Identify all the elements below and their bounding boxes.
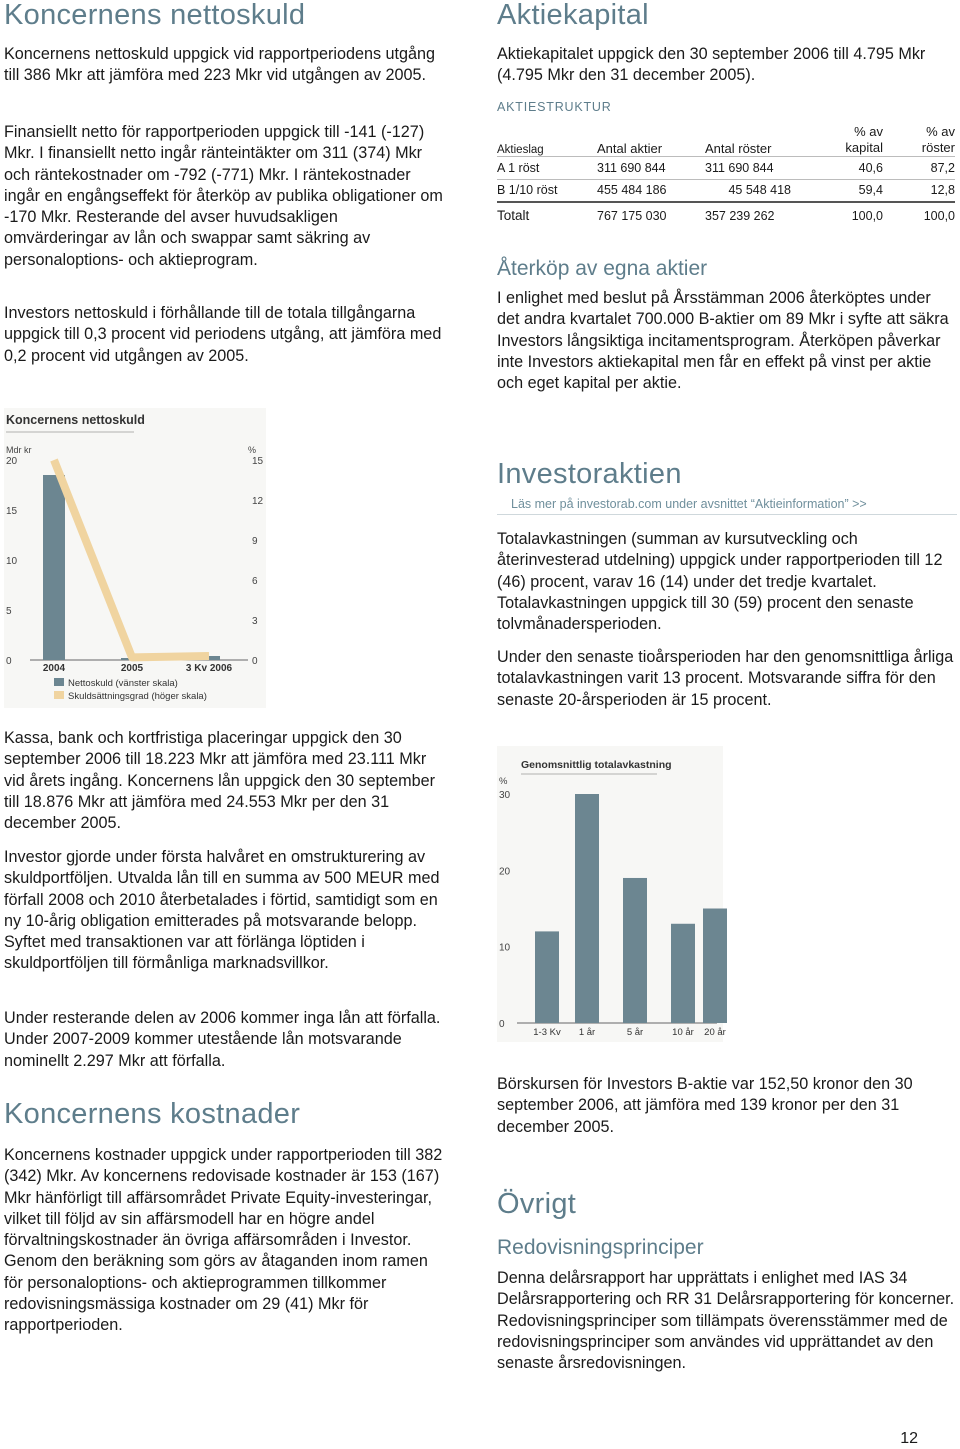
cell-antal-aktier: 311 690 844: [597, 160, 666, 175]
chart-totalavkastning: [497, 746, 726, 1042]
chart-title: Koncernens nettoskuld: [6, 413, 145, 427]
heading-nettoskuld: Koncernens nettoskuld: [4, 0, 306, 31]
y-tick-label: 10: [6, 556, 18, 567]
y-tick-label: 10: [499, 942, 511, 954]
paragraph-skuldportfolj: Investor gjorde under första halvåret en omstrukturering av skuldportföljen. Utvalda lån till en summa av 500 MEUR med förfall 2008 och 2010 återbetalades i förtid, samtidigt som en ny 10-årig obligation emitterades på motsvarande belopp. Syftet med transaktionen var att förlänga löptiden i skuldportföljen till förmånliga marknadsvillkor.: [4, 848, 440, 973]
cell-aktieslag: A 1 röst: [497, 160, 540, 175]
heading-aktiekapital: Aktiekapital: [497, 0, 649, 31]
cell-antal-aktier: 455 484 186: [597, 183, 667, 198]
chart-totalavkastning-svg: [497, 746, 726, 1042]
paragraph-totalavkastning: Totalavkastningen (summan av kursutveckling och återinvesterad utdelning) uppgick under rapportperioden till 12 (46) procent, varav 16 (14) under det tredje kvartalet. Totalavkastningen uppgick till 30 (59) procent den senaste tolvmånadersperioden.: [497, 530, 943, 634]
y-tick-label: 20: [6, 456, 18, 467]
chart-title: Genomsnittlig totalavkastning: [521, 759, 672, 771]
x-tick-label: 3 Kv 2006: [185, 663, 233, 674]
cell-totalt-label: Totalt: [497, 208, 530, 223]
bar-nettoskuld: [43, 475, 65, 660]
cell-procent-roster: 12,8: [930, 183, 955, 198]
paragraph-aktiekapital: Aktiekapitalet uppgick den 30 september 2006 till 4.795 Mkr (4.795 Mkr den 31 december 2005).: [497, 45, 926, 85]
x-tick-label: 2004: [42, 663, 66, 674]
y-tick-label: 0: [6, 656, 12, 667]
y-tick-label: 30: [499, 790, 511, 801]
bar-totalavkastning: [575, 794, 599, 1023]
divider: [497, 514, 957, 515]
heading-ovrigt: Övrigt: [497, 1188, 577, 1220]
cell-antal-roster: 311 690 844: [705, 160, 774, 175]
heading-redovisningsprinciper: Redovisningsprinciper: [497, 1236, 704, 1259]
table-row: [497, 156, 955, 179]
paragraph-kassa-bank: Kassa, bank och kortfristiga placeringar uppgick den 30 september 2006 till 18.223 Mkr att jämföra med 23.111 Mkr vid årets ingång. Koncernens lån uppgick den 30 september till 18.876 Mkr att jämföra med 24.553 Mkr per den 31 december 2005.: [4, 729, 436, 833]
header-procent-roster: % av röster: [921, 123, 955, 155]
cell-aktieslag: B 1/10 röst: [497, 183, 558, 198]
legend-swatch-skuldsattningsgrad: [54, 691, 64, 699]
table-total-row: [497, 202, 955, 228]
header-antal-roster: Antal röster: [705, 140, 772, 156]
header-aktieslag: Aktieslag: [497, 143, 544, 156]
table-row: [497, 179, 955, 202]
x-tick-label: 2005: [120, 663, 144, 674]
paragraph-nettoskuld-andel: Investors nettoskuld i förhållande till de totala tillgångarna uppgick till 0,3 procent vid periodens utgång, att jämföra med 0,2 procent vid utgången av 2005.: [4, 304, 442, 365]
paragraph-tioarsperiod: Under den senaste tioårsperioden har den genomsnittliga årliga totalavkastningen varit 13 procent. Motsvarande siffra för den senaste 20-årsperioden är 15 procent.: [497, 648, 954, 709]
link-aktieinformation[interactable]: Läs mer på investorab.com under avsnittet “Aktieinformation” >>: [511, 497, 867, 511]
x-tick-label: 10 år: [672, 1027, 694, 1038]
page-number: 12: [900, 1430, 918, 1447]
bar-totalavkastning: [703, 909, 727, 1024]
cell-procent-kapital: 40,6: [858, 160, 883, 175]
bar-totalavkastning: [535, 931, 559, 1023]
paragraph-forfall: Under resterande delen av 2006 kommer inga lån att förfalla. Under 2007-2009 kommer utestående lån motsvarande nominellt 2.297 Mkr att förfalla.: [4, 1009, 441, 1070]
y-tick-label: 20: [499, 866, 511, 878]
heading-kostnader: Koncernens kostnader: [4, 1098, 301, 1130]
paragraph-kostnader: Koncernens kostnader uppgick under rapportperioden till 382 (342) Mkr. Av koncernens redovisade kostnader är 153 (167) Mkr hänförligt till affärsområdet Private Equity-investeringar, vilket till följd av sin affärsmodell har en högre andel förvaltningskostnader än övriga affärsområden i Investor. Genom den beräkning som görs av åtaganden inom ramen för personaloptions- och aktieprogrammen tillkommer redovisningsmässiga kostnader om 29 (41) Mkr för rapportperioden.: [4, 1146, 443, 1335]
heading-investoraktien: Investoraktien: [497, 458, 682, 490]
cell-totalt-procent-roster: 100,0: [923, 208, 955, 223]
y-tick-label: 15: [6, 506, 18, 517]
cell-antal-roster: 45 548 418: [728, 183, 791, 198]
x-tick-label: 1 år: [578, 1027, 596, 1038]
legend-label-nettoskuld: Nettoskuld (vänster skala): [68, 678, 178, 689]
chart-nettoskuld-svg: [4, 408, 266, 708]
y-tick-label: 5: [6, 606, 12, 617]
y2-tick-label: 12: [252, 496, 264, 507]
line-skuldsattningsgrad: [54, 460, 209, 657]
paragraph-borskurs: Börskursen för Investors B-aktie var 152,50 kronor den 30 september 2006, att jämföra med 139 kronor per den 31 december 2005.: [497, 1075, 913, 1136]
bar-totalavkastning: [671, 924, 695, 1023]
cell-totalt-kapital: 100,0: [851, 208, 883, 223]
header-antal-aktier: Antal aktier: [597, 140, 663, 156]
y-axis-label: %: [499, 776, 508, 787]
paragraph-finansiellt-netto: Finansiellt netto för rapportperioden uppgick till -141 (-127) Mkr. I finansiellt netto ingår ränteintäkter om 311 (374) Mkr och räntekostnader om -792 (-771) Mkr. I räntekostnader ingår en engångseffekt för återköp av publika obligationer om -170 Mkr. Resterande del avser huvudsakligen omvärderingar av lån och swappar samt säkring av personaloptions- och aktieprogram.: [4, 123, 443, 269]
y2-tick-label: 15: [252, 456, 264, 467]
paragraph-redovisningsprinciper: Denna delårsrapport har upprättats i enlighet med IAS 34 Delårsrapportering och RR 31 Delårsrapportering för koncerner. Redovisningsprinciper som tillämpats överensstämmer med de redovisningsprinciper som användes vid upprättandet av den senaste årsredovisningen.: [497, 1269, 955, 1373]
heading-aterkop: Återköp av egna aktier: [497, 257, 708, 280]
y2-axis-label: %: [248, 445, 257, 455]
cell-totalt-aktier: 767 175 030: [597, 208, 667, 223]
y2-tick-label: 3: [252, 616, 258, 627]
x-tick-label: 20 år: [704, 1027, 726, 1038]
legend-swatch-nettoskuld: [54, 678, 64, 686]
legend-label-skuldsattningsgrad: Skuldsättningsgrad (höger skala): [68, 691, 207, 702]
table-title: AKTIESTRUKTUR: [497, 100, 612, 114]
x-tick-label: 5 år: [626, 1027, 644, 1038]
y-axis-label: Mdr kr: [6, 445, 32, 455]
x-tick-label: 1-3 Kv: [533, 1027, 561, 1038]
header-procent-kapital: % av kapital: [845, 123, 883, 155]
y-tick-label: 0: [499, 1019, 505, 1030]
paragraph-aterkop: I enlighet med beslut på Årsstämman 2006 återköptes under det andra kvartalet 700.000 B-aktier om 89 Mkr i syfte att säkra Investors långsiktiga incitamentsprogram. Återköpen påverkar inte Investors aktiekapital men får en effekt på vinst per aktie och eget kapital per aktie.: [497, 289, 949, 393]
paragraph-nettoskuld-1: Koncernens nettoskuld uppgick vid rapportperiodens utgång till 386 Mkr att jämföra med 223 Mkr vid utgången av 2005.: [4, 45, 436, 85]
cell-procent-kapital: 59,4: [858, 183, 883, 198]
y2-tick-label: 6: [252, 576, 258, 587]
bar-totalavkastning: [623, 878, 647, 1023]
share-structure-table: [497, 122, 957, 228]
cell-totalt-roster: 357 239 262: [705, 208, 775, 223]
y2-tick-label: 0: [252, 656, 258, 667]
cell-procent-roster: 87,2: [930, 160, 955, 175]
y2-tick-label: 9: [252, 536, 258, 547]
chart-nettoskuld: [4, 408, 266, 708]
